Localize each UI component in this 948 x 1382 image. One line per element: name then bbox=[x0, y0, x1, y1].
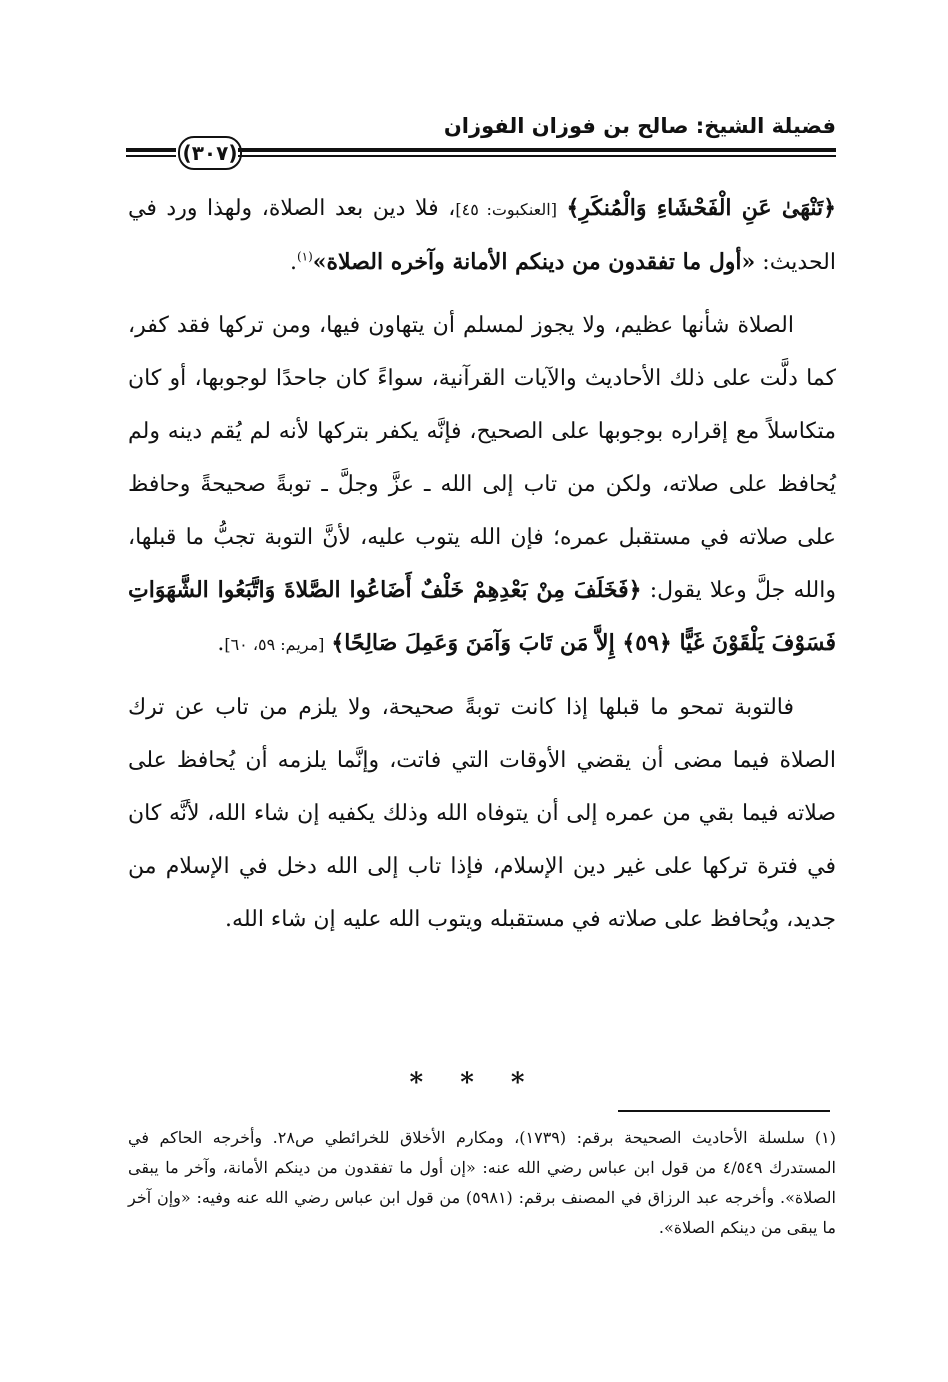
section-separator: * * * bbox=[409, 1068, 539, 1098]
header-rule-thin bbox=[238, 155, 836, 157]
paragraph-end: . bbox=[217, 631, 225, 656]
header-title: فضيلة الشيخ: صالح بن فوزان الفوزان bbox=[443, 114, 836, 138]
header-rule-left-thick bbox=[126, 148, 176, 152]
verse-reference: [مريم: ٥٩، ٦٠] bbox=[224, 635, 325, 654]
verse-close-bracket: ﴾ bbox=[566, 195, 580, 221]
header-rule-thick bbox=[238, 148, 836, 152]
paragraph-1 bbox=[128, 182, 836, 289]
footnote-text: سلسلة الأحاديث الصحيحة برقم: (١٧٣٩)، ومكارم الأخلاق للخرائطي ص٢٨. وأخرجه الحاكم في المستدرك ٤/٥٤٩ من قول ابن عباس رضي الله عنه: «إن أول ما تفقدون من دينكم الأمانة، وآخر ما يبقى الصلاة». وأخرجه عبد الرزاق في المصنف برقم: (٥٩٨١) من قول ابن عباس رضي الله عنه وفيه: «وإن آخر ما يبقى من دينكم الصلاة». bbox=[128, 1128, 837, 1237]
verse-open-bracket: ﴿ bbox=[628, 577, 642, 603]
paragraph-3 bbox=[128, 681, 836, 946]
page-number: (٣٠٧) bbox=[178, 136, 242, 170]
verse-close-bracket: ﴾ bbox=[331, 630, 345, 656]
paragraph-2 bbox=[128, 299, 836, 671]
paragraph-end: . bbox=[289, 250, 297, 275]
footnote-marker[interactable]: (١) bbox=[296, 249, 313, 264]
verse-open-bracket: ﴿ bbox=[823, 195, 837, 221]
paragraph-text: ، فلا دين بعد الصلاة، ولهذا ورد في الحديث: bbox=[128, 196, 836, 275]
paragraph-text: الصلاة شأنها عظيم، ولا يجوز لمسلم أن يتهاون فيها، ومن تركها فقد كفر، كما دلَّت على ذلك الأحاديث والآيات القرآنية، سواءً كان جاحدًا لوجوبها، أو كان متكاسلاً مع إقراره بوجوبها على الصحيح، فإنَّه يكفر بتركها لأنه لم يُقم دينه ولم يُحافظ على صلاته، ولكن من تاب إلى الله ـ عزَّ وجلَّ ـ توبةً صحيحةً وحافظ على صلاته في مستقبل عمره؛ فإن الله يتوب عليه، لأنَّ التوبة تجبُّ ما قبلها، والله جلَّ وعلا يقول: bbox=[128, 313, 836, 603]
quran-verse: فَخَلَفَ مِنْ بَعْدِهِمْ خَلْفٌ أَضَاعُوا الصَّلاةَ وَاتَّبَعُوا الشَّهَوَاتِ فَسَوْفَ يَلْقَوْنَ غَيًّا ﴿٥٩﴾ إِلاَّ مَن تَابَ وَآمَنَ وَعَمِلَ صَالِحًا bbox=[128, 577, 836, 656]
main-text bbox=[128, 182, 836, 956]
hadith-quote: «أول ما تفقدون من دينكم الأمانة وآخره الصلاة» bbox=[312, 249, 756, 275]
header-rule-left-thin bbox=[126, 155, 176, 157]
footnote bbox=[128, 1123, 836, 1243]
paragraph-text: فالتوبة تمحو ما قبلها إذا كانت توبةً صحيحة، ولا يلزم من تاب عن ترك الصلاة فيما مضى أن يقضي الأوقات التي فاتت، وإنَّما يلزمه أن يُحافظ على صلاته فيما بقي من عمره إلى أن يتوفاه الله وذلك يكفيه إن شاء الله، لأنَّه كان في فترة تركها على غير دين الإسلام، فإذا تاب إلى الله دخل في الإسلام من جديد، ويُحافظ على صلاته في مستقبله ويتوب الله عليه إن شاء الله. bbox=[128, 695, 836, 932]
footnote-rule bbox=[618, 1110, 830, 1112]
quran-verse: تَنْهَىٰ عَنِ الْفَحْشَاءِ وَالْمُنكَرِ bbox=[579, 195, 824, 221]
page-header bbox=[126, 108, 836, 165]
footnote-number: (١) bbox=[814, 1128, 836, 1147]
verse-reference: [العنكبوت: ٤٥] bbox=[455, 200, 557, 219]
